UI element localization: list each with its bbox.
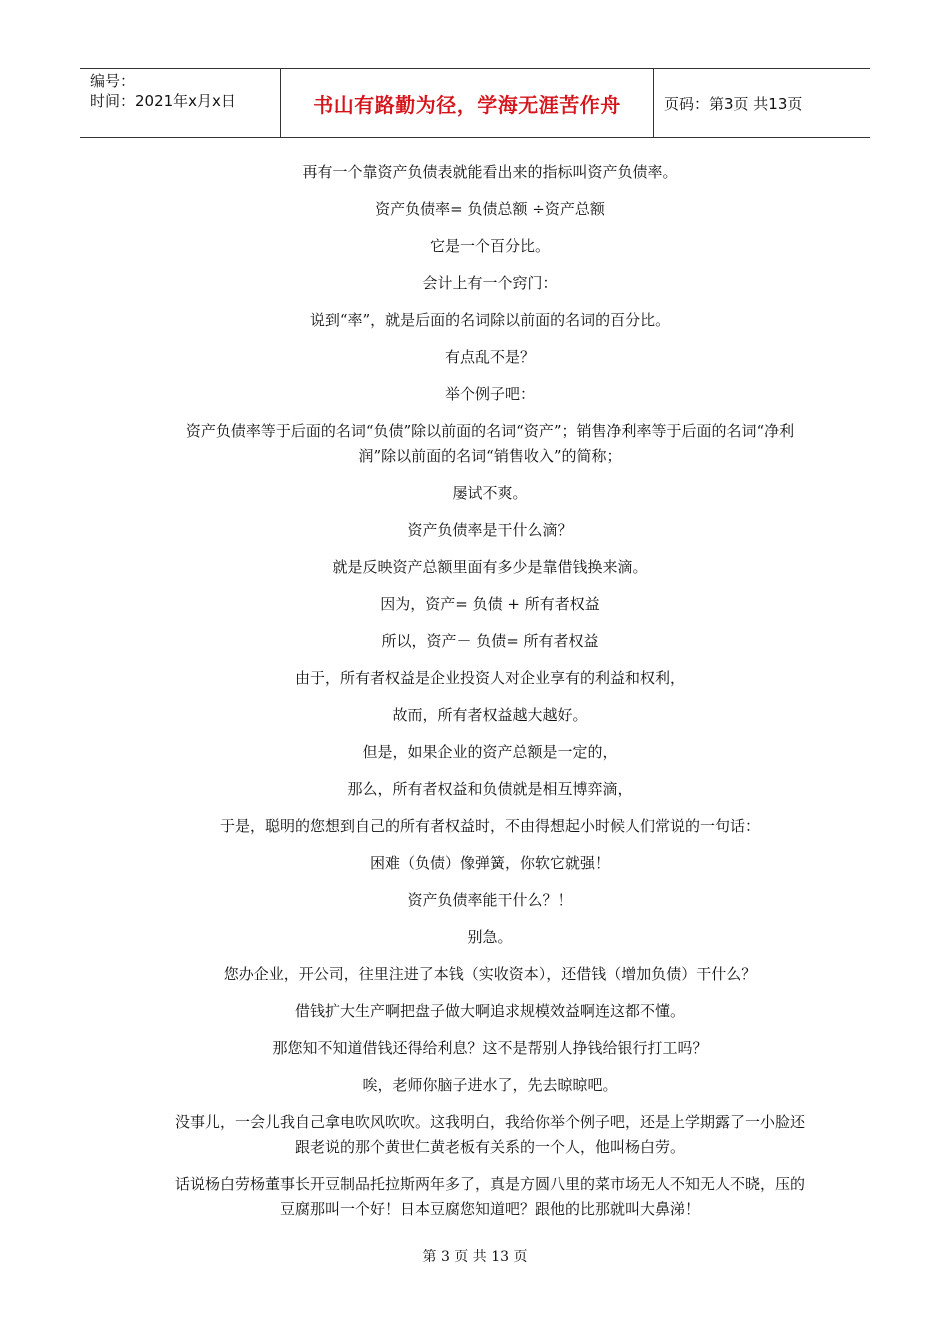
header-page-code: 页码：第3页 共13页 (664, 94, 803, 113)
paragraph: 说到“率”，就是后面的名词除以前面的名词的百分比。 (309, 311, 671, 329)
number-label: 编号： (90, 72, 136, 90)
paragraph: 别急。 (467, 928, 513, 946)
paragraph: 所以，资产－ 负债= 所有者权益 (381, 632, 599, 650)
page-header (80, 68, 870, 138)
paragraph: 屡试不爽。 (452, 484, 528, 502)
paragraph: 您办企业，开公司，往里注进了本钱（实收资本），还借钱（增加负债）干什么？ (223, 965, 757, 983)
paragraph: 举个例子吧： (444, 385, 535, 403)
paragraph: 资产负债率= 负债总额 ÷资产总额 (375, 200, 605, 218)
paragraph: 资产负债率能干什么？！ (407, 891, 573, 909)
paragraph: 没事儿，一会儿我自己拿电吹风吹吹。这我明白，我给你举个例子吧，还是上学期露了一小脸还跟老说的那个黄世仁黄老板有关系的一个人，他叫杨白劳。 (174, 1113, 805, 1156)
paragraph: 那您知不知道借钱还得给利息？这不是帮别人挣钱给银行打工吗？ (272, 1039, 708, 1057)
paragraph: 唉，老师你脑子进水了，先去晾晾吧。 (362, 1076, 618, 1094)
paragraph: 困难（负债）像弹簧，你软它就强！ (369, 854, 610, 872)
paragraph: 那么，所有者权益和负债就是相互博弈滴， (347, 780, 633, 798)
paragraph: 资产负债率等于后面的名词“负债”除以前面的名词“资产”；销售净利率等于后面的名词“净利润”除以前面的名词“销售收入”的简称； (185, 422, 795, 465)
paragraph: 话说杨白劳杨董事长开豆制品托拉斯两年多了，真是方圆八里的菜市场无人不知无人不晓，压的豆腐那叫一个好！日本豆腐您知道吧？跟他的比那就叫大鼻涕！ (174, 1175, 805, 1218)
paragraph: 借钱扩大生产啊把盘子做大啊追求规模效益啊连这都不懂。 (294, 1002, 685, 1020)
header-motto: 书山有路勤为径，学海无涯苦作舟 (280, 69, 654, 137)
header-meta (80, 69, 280, 137)
document-body (170, 160, 810, 1234)
paragraph: 资产负债率是干什么滴？ (407, 521, 573, 539)
paragraph: 有点乱不是？ (444, 348, 535, 366)
paragraph: 于是，聪明的您想到自己的所有者权益时，不由得想起小时候人们常说的一句话： (219, 817, 760, 835)
paragraph: 但是，如果企业的资产总额是一定的， (362, 743, 618, 761)
paragraph: 会计上有一个窍门： (422, 274, 558, 292)
paragraph: 就是反映资产总额里面有多少是靠借钱换来滴。 (332, 558, 648, 576)
paragraph: 故而，所有者权益越大越好。 (392, 706, 588, 724)
page-footer: 第 3 页 共 13 页 (422, 1249, 528, 1265)
paragraph: 它是一个百分比。 (429, 237, 550, 255)
paragraph: 再有一个靠资产负债表就能看出来的指标叫资产负债率。 (302, 163, 678, 181)
time-label: 时间：2021年x月x日 (90, 92, 236, 110)
paragraph: 由于，所有者权益是企业投资人对企业享有的利益和权利， (294, 669, 685, 687)
paragraph: 因为，资产= 负债 + 所有者权益 (380, 595, 600, 613)
